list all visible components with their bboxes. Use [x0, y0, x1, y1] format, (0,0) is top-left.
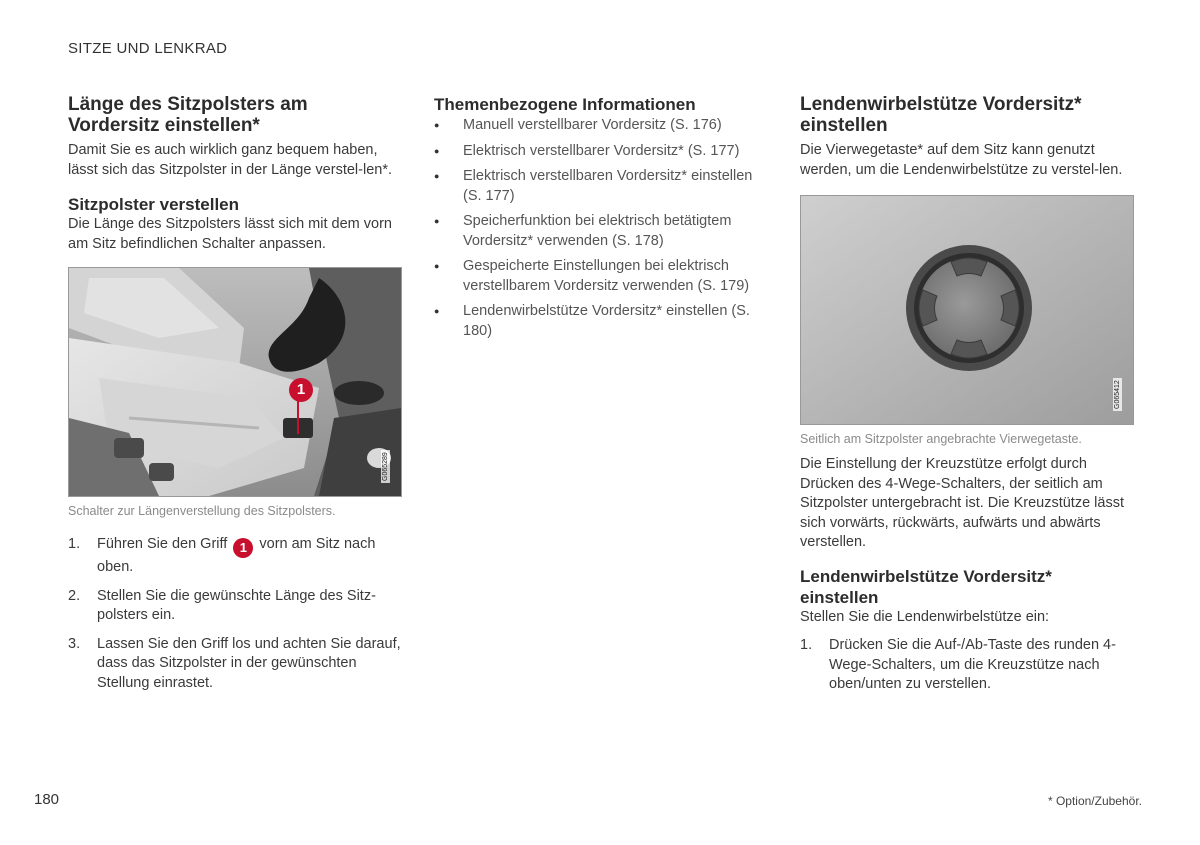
left-title: Länge des Sitzpolsters am Vordersitz einstellen*	[68, 94, 308, 136]
right-intro: Die Vierwegetaste* auf dem Sitz kann genutzt werden, um die Lendenwirbelstütze zu verstel-len.	[800, 142, 1123, 178]
switch-figure	[800, 195, 1134, 425]
step-item: 3. Lassen Sie den Griff los und achten Sie darauf, dass das Sitzpolster in der gewünschten Stellung einrastet.	[68, 635, 401, 691]
seat-figure	[68, 267, 402, 497]
left-caption: Schalter zur Längenverstellung des Sitzpolsters.	[68, 504, 336, 518]
section-header: SITZE UND LENKRAD	[68, 40, 228, 57]
left-intro: Damit Sie es auch wirklich ganz bequem haben, lässt sich das Sitzpolster in der Länge verstel-len*.	[68, 142, 392, 178]
page-number: 180	[34, 791, 60, 808]
related-heading: Themenbezogene Informationen	[434, 95, 696, 114]
right-column	[800, 94, 1135, 704]
middle-column	[434, 94, 769, 347]
step-item: 1. Führen Sie den Griff 1 vorn am Sitz nach oben.	[68, 536, 376, 575]
marker-1-inline: 1	[233, 538, 253, 558]
related-link[interactable]: ● Elektrisch verstellbaren Vordersitz* einstellen (S. 177)	[434, 167, 769, 206]
related-list	[434, 116, 769, 341]
right-caption: Seitlich am Sitzpolster angebrachte Vierwegetaste.	[800, 432, 1082, 446]
right-title: Lendenwirbelstütze Vordersitz* einstellen	[800, 94, 1082, 136]
seat-illustration	[69, 268, 401, 496]
related-link[interactable]: ● Lendenwirbelstütze Vordersitz* einstellen (S. 180)	[434, 302, 769, 341]
right-subheading: Lendenwirbelstütze Vordersitz* einstellen	[800, 566, 1052, 607]
left-steps	[68, 535, 403, 693]
right-subtext: Stellen Sie die Lendenwirbelstütze ein:	[800, 608, 1050, 625]
left-column	[68, 94, 403, 702]
left-subheading: Sitzpolster verstellen	[68, 195, 240, 214]
right-body: Die Einstellung der Kreuzstütze erfolgt durch Drücken des 4-Wege-Schalters, der seitlich am Sitzpolster untergebracht ist. Die Kreuzstütze lässt sich vorwärts, rückwärts, aufwärts und abwärts verstellen.	[800, 456, 1124, 550]
four-way-switch-illustration	[801, 196, 1133, 424]
related-link[interactable]: ● Elektrisch verstellbarer Vordersitz* (S. 177)	[434, 142, 769, 162]
related-link[interactable]: ● Speicherfunktion bei elektrisch betätigtem Vordersitz* verwenden (S. 178)	[434, 212, 769, 251]
footnote: * Option/Zubehör.	[1047, 794, 1142, 808]
step-item: 1. Drücken Sie die Auf-/Ab-Taste des runden 4-Wege-Schalters, um die Kreuzstütze nach oben/unten zu verstellen.	[800, 637, 1116, 692]
related-link[interactable]: ● Manuell verstellbarer Vordersitz (S. 176)	[434, 116, 769, 136]
marker-1-badge: 1	[289, 378, 313, 402]
figure-code: G065412	[1114, 380, 1121, 409]
figure-code: G065289	[382, 452, 389, 481]
step-item: 2. Stellen Sie die gewünschte Länge des Sitz-polsters ein.	[68, 587, 376, 623]
related-link[interactable]: ● Gespeicherte Einstellungen bei elektrisch verstellbarem Vordersitz verwenden (S. 179)	[434, 257, 769, 296]
right-steps	[800, 636, 1135, 695]
left-subtext: Die Länge des Sitzpolsters lässt sich mit dem vorn am Sitz befindlichen Schalter anpassen.	[68, 216, 392, 252]
